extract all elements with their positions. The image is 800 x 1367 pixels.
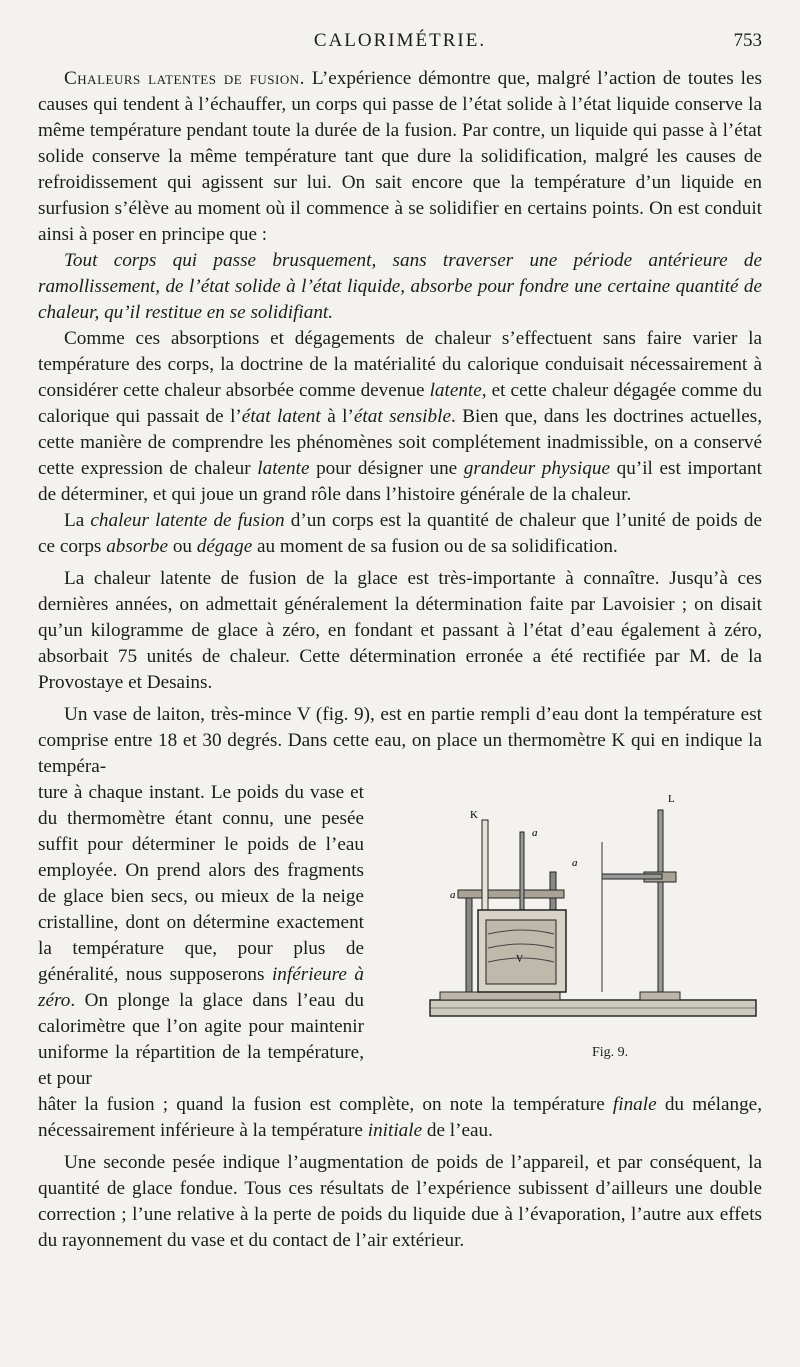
- paragraph-latent-doctrine: [38, 326, 762, 508]
- principle-statement: [38, 248, 762, 326]
- text-run: ture à chaque instant. Le poids du vase et du thermomètre étant connu, une pesée suffit pour déterminer le poids de l’eau employée. On prend alors des fragments de glace bien secs, ou mieux de la neige cristalline, dont on détermine exactement la température que, pour plus de généralité, nous supposerons: [38, 782, 364, 985]
- paragraph-text: Une seconde pesée indique l’augmentation de poids de l’appareil, et par conséquent, la quantité de glace fondue. Tous ces résultats de l’expérience subissent d’ailleurs une double correction ; l’une relative à la perte de poids du liquide due à l’évaporation, l’autre aux effets du rayonnement du vase et du contact de l’air extérieur.: [38, 1152, 762, 1251]
- emphasis: état latent: [241, 406, 321, 427]
- text-run: du mélange, nécessairement inférieure à la température: [38, 1094, 762, 1141]
- label-k: K: [470, 809, 478, 821]
- emphasis: latente: [257, 458, 310, 479]
- page-body: [38, 66, 762, 1254]
- paragraph-experiment-end: [38, 1092, 762, 1144]
- paragraph-text: La chaleur latente de fusion de la glace est très-importante à connaître. Jusqu’à ces dernières années, on admettait généralement la détermination faite par Lavoisier ; on disait qu’un kilogramme de glace à zéro, en fondant et passant à l’état d’eau également à zéro, absorbait 75 unités de chaleur. Cette détermination erronée a été rectifiée par M. de la Provostaye et Desains.: [38, 568, 762, 693]
- wrapped-text-column: [38, 780, 364, 1092]
- running-title: CALORIMÉTRIE.: [313, 30, 487, 51]
- emphasis: grandeur physique: [463, 458, 611, 479]
- paragraph-text: Un vase de laiton, très-mince V (fig. 9), est en partie rempli d’eau dont la température est comprise entre 18 et 30 degrés. Dans cette eau, on place un thermomètre K qui en indique la tempéra-: [38, 704, 762, 777]
- principle-text: Tout corps qui passe brusquement, sans traverser une période antérieure de ramollissement, de l’état solide à l’état liquide, absorbe pour fondre une certaine quantité de chaleur, qu’il restitue en se solidifiant.: [38, 250, 762, 323]
- text-run: . On plonge la glace dans l’eau du calorimètre que l’on agite pour maintenir uniforme la répartition de la température, et pour: [38, 990, 364, 1089]
- figure-9: [422, 762, 772, 1062]
- text-run: de l’eau.: [422, 1120, 493, 1141]
- label-l: L: [668, 793, 675, 805]
- paragraph-ice-latent-heat: [38, 566, 762, 696]
- figure-caption: Fig. 9.: [592, 1045, 629, 1060]
- emphasis: latente: [429, 380, 482, 401]
- calorimeter-illustration: [422, 762, 772, 1042]
- text-run: qu’il est important de déterminer, et qui joue un grand rôle dans l’histoire générale de la chaleur.: [38, 458, 762, 505]
- text-run: d’un corps est la quantité de chaleur que l’unité de poids de ce corps: [38, 510, 762, 557]
- page-number: 753: [733, 30, 762, 51]
- paragraph-latent-heat-intro: [38, 66, 762, 248]
- text-run: hâter la fusion ; quand la fusion est complète, on note la température: [38, 1094, 613, 1115]
- experiment-section: [38, 702, 762, 1144]
- emphasis: finale: [612, 1094, 657, 1115]
- text-run: pour désigner une: [309, 458, 464, 479]
- left-post: [466, 892, 472, 992]
- text-run: , et cette chaleur dégagée comme du calorique qui passait de l’: [38, 380, 762, 427]
- paragraph-corrections: [38, 1150, 762, 1254]
- paragraph-experiment-wrapped: [38, 780, 364, 1092]
- label-v: V: [516, 954, 524, 965]
- text-run: Comme ces absorptions et dégagements de chaleur s’effectuent sans faire varier la température des corps, la doctrine de la matérialité du calorique conduisait nécessairement à considérer cette chaleur absorbée comme devenue: [38, 328, 762, 401]
- paragraph-definition: [38, 508, 762, 560]
- emphasis: chaleur latente de fusion: [90, 510, 285, 531]
- text-run: . Bien que, dans les doctrines actuelles, cette manière de comprendre les phénomènes soit complétement inadmissible, on a conservé cette expression de chaleur: [38, 406, 763, 479]
- paragraph-text: L’expérience démontre que, malgré l’action de toutes les causes qui tendent à l’échauffer, un corps qui passe de l’état solide à l’état liquide conserve la même température pendant toute la durée de la fusion. Par contre, un liquide qui passe à l’état solide conserve la même température tant que dure la solidification, malgré les causes de refroidissement qui agissent sur lui. On sait encore que la température d’un liquide en surfusion s’élève au moment où il commence à se solidifier en certains points. On est conduit ainsi à poser en principe que :: [38, 68, 762, 245]
- emphasis: inférieure à zéro: [38, 964, 364, 1011]
- support-rod-l: [658, 810, 663, 992]
- text-run: La: [64, 510, 91, 531]
- emphasis: absorbe: [106, 536, 169, 557]
- section-heading: Chaleurs latentes de fusion.: [64, 68, 305, 89]
- label-a-left: a: [450, 889, 456, 901]
- crossbar: [458, 890, 564, 898]
- emphasis: dégage: [196, 536, 253, 557]
- label-a-top: a: [532, 827, 538, 839]
- left-stand-foot: [440, 992, 560, 1000]
- label-a-right: a: [572, 857, 578, 869]
- clamp-arm: [602, 874, 662, 879]
- page-header: [0, 30, 800, 60]
- emphasis: état sensible: [353, 406, 451, 427]
- right-stand-foot: [640, 992, 680, 1000]
- text-run: au moment de sa fusion ou de sa solidification.: [252, 536, 618, 557]
- emphasis: initiale: [367, 1120, 423, 1141]
- text-run: à l’: [320, 406, 354, 427]
- text-run: ou: [168, 536, 197, 557]
